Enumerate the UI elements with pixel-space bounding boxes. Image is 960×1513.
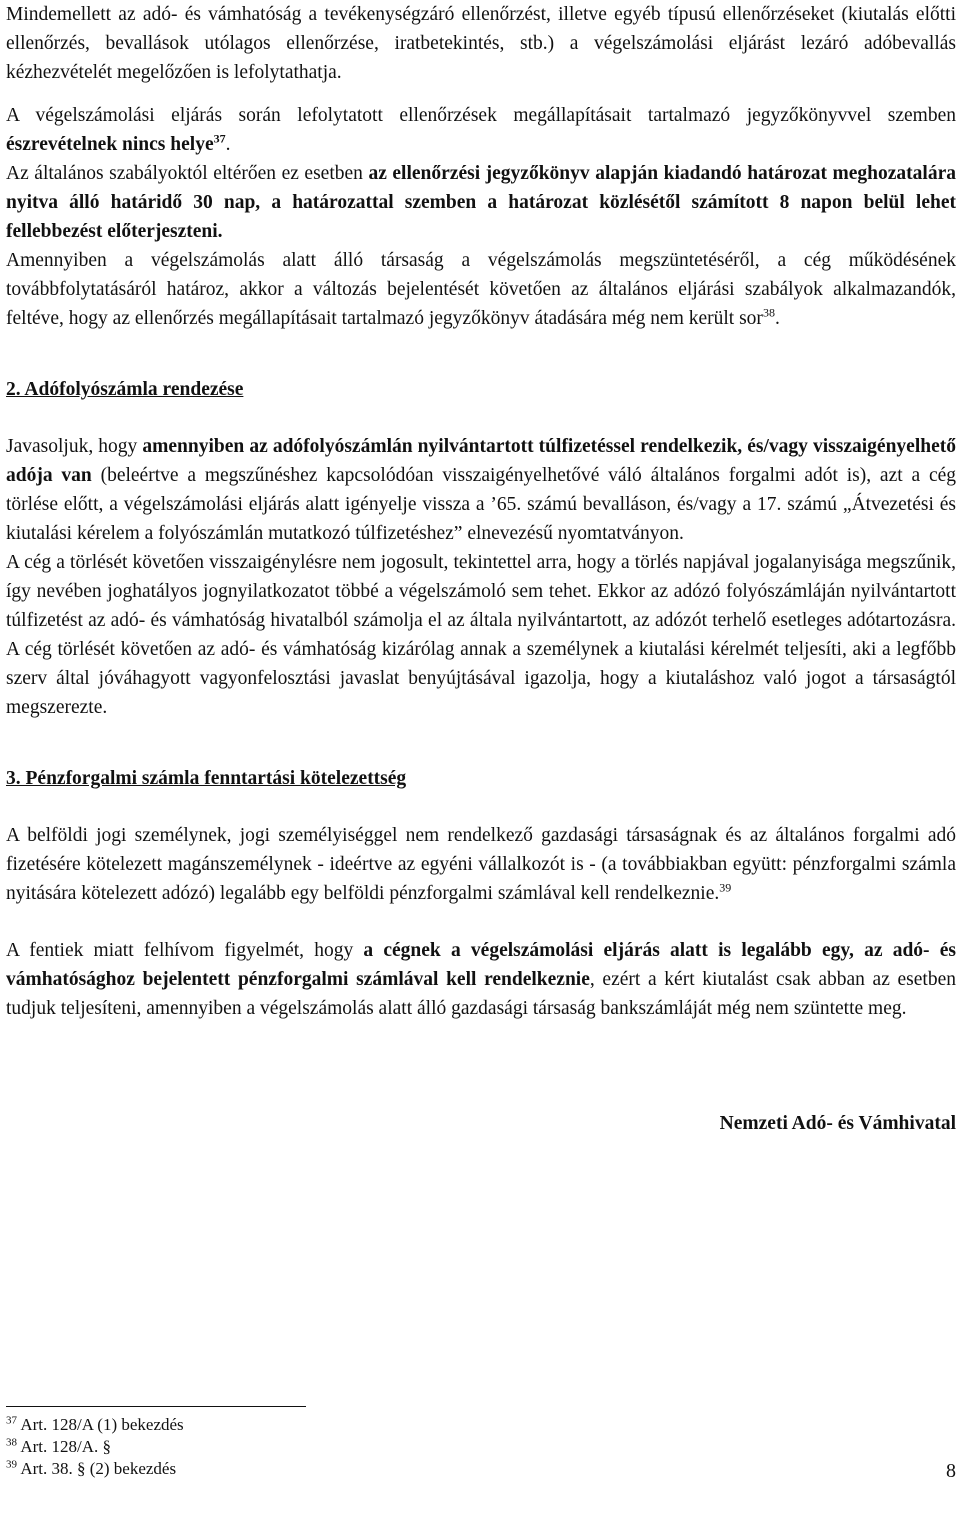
paragraph-intro: Mindemellett az adó- és vámhatóság a tevékenységzáró ellenőrzést, illetve egyéb típusú ellenőrzéseket (kiutalás előtti ellenőrzés, bevallások utólagos ellenőrzése, iratbetekintés, stb.) a végelszámolási eljárást lezáró adóbevallás kézhezvételét megelőzően is lefolytathatja. bbox=[6, 4, 956, 83]
paragraph-text: A belföldi jogi személynek, jogi személyiséggel nem rendelkező gazdasági társaságnak és az általános forgalmi adó fizetésére kötelezett magánszemélynek - ideértve az egyéni vállalkozót is - (a továbbiakban együtt: pénzforgalmi számla nyitására kötelezett adózó) legalább egy belföldi pénzforgalmi számlával kell rendelkeznie. bbox=[6, 825, 956, 904]
footnote-38 bbox=[6, 1436, 184, 1458]
footnote-39 bbox=[6, 1458, 184, 1480]
paragraph-text: , ezért a kért kiutalást csak abban az esetben tudjuk teljesíteni, amennyiben a végelszámolás alatt álló gazdasági társaság bankszámláját még nem szüntette meg. bbox=[6, 969, 956, 1019]
footnote-number: 38 bbox=[6, 1436, 17, 1449]
footnotes bbox=[6, 1414, 184, 1480]
footnote-text: Art. 38. § (2) bekezdés bbox=[20, 1459, 177, 1478]
section-2-paragraph-1 bbox=[6, 432, 956, 548]
footnote-number: 39 bbox=[6, 1458, 17, 1471]
bold-text: amennyiben az adófolyószámlán nyilvántartott túlfizetéssel rendelkezik, és/vagy visszaigényelhető adója van bbox=[6, 436, 956, 486]
section-3-paragraph-1 bbox=[6, 821, 956, 908]
footnote-text: Art. 128/A. § bbox=[20, 1437, 111, 1456]
page-number: 8 bbox=[946, 1460, 956, 1482]
section-3-heading: 3. Pénzforgalmi számla fenntartási kötelezettség bbox=[6, 768, 407, 789]
paragraph-continuation bbox=[6, 246, 956, 333]
footnote-number: 37 bbox=[6, 1414, 17, 1427]
paragraph-text: . bbox=[225, 134, 231, 155]
footnote-37 bbox=[6, 1414, 184, 1436]
footnote-ref-37[interactable]: 37 bbox=[213, 131, 226, 146]
paragraph-text: . bbox=[774, 308, 780, 329]
paragraph-text: A fentiek miatt felhívom figyelmét, hogy bbox=[6, 940, 364, 961]
bold-text: a cégnek a végelszámolási eljárás alatt is legalább egy, az adó- és vámhatósághoz bejelentett pénzforgalmi számlával kell rendelkeznie bbox=[6, 940, 956, 990]
paragraph-text: Amennyiben a végelszámolás alatt álló társaság a végelszámolás megszüntetéséről, a cég működésének továbbfolytatásáról határoz, akkor a változás bejelentését követően az általános eljárási szabályok alkalmazandók, feltéve, hogy az ellenőrzés megállapításait tartalmazó jegyzőkönyv átadására még nem került sor bbox=[6, 250, 956, 329]
signature-authority: Nemzeti Adó- és Vámhivatal bbox=[719, 1113, 956, 1134]
footnote-ref-39[interactable]: 39 bbox=[719, 880, 732, 895]
section-2-paragraph-2: A cég a törlését követően visszaigénylésre nem jogosult, tekintettel arra, hogy a törlés napjával jogalanyisága megszűnik, így nevében joghatályos jognyilatkozatot többé a végelszámoló sem tehet. Ekkor az adózó folyószámláján nyilvántartott túlfizetést az adó- és vámhatóság hivatalból számolja el az általa nyilvántartott, az adózót terhelő esetleges adótartozásra. A cég törlését követően az adó- és vámhatóság kizárólag annak a személynek a kiutalási kérelmét teljesíti, aki a legfőbb szerv által jóváhagyott vagyonfelosztási javaslat benyújtásával igazolja, hogy a kiutaláshoz való jogot a társaságtól megszerezte. bbox=[6, 552, 956, 718]
paragraph-text: A végelszámolási eljárás során lefolytatott ellenőrzések megállapításait tartalmazó jegyzőkönyvvel szemben bbox=[6, 105, 956, 126]
paragraph-deadline bbox=[6, 159, 956, 246]
footnote-text: Art. 128/A (1) bekezdés bbox=[20, 1415, 184, 1434]
footnote-divider bbox=[6, 1406, 306, 1407]
footnote-ref-38[interactable]: 38 bbox=[762, 305, 775, 320]
paragraph-text: (beleértve a megszűnéshez kapcsolódóan visszaigényelhetővé váló általános forgalmi adót is), azt a cég törlése előtt, a végelszámolási eljárás alatt igényelje vissza a ’65. számú bevalláson, és/vagy a 17. számú „Átvezetési és kiutalási kérelem a folyószámlán mutatkozó túlfizetéshez” elnevezésű nyomtatványon. bbox=[6, 465, 957, 544]
section-2-heading: 2. Adófolyószámla rendezése bbox=[6, 379, 244, 400]
paragraph-text: Javasoljuk, hogy bbox=[6, 436, 143, 457]
paragraph-no-remarks bbox=[6, 101, 956, 159]
paragraph-text: Az általános szabályoktól eltérően ez esetben bbox=[6, 163, 369, 184]
section-3-paragraph-2 bbox=[6, 936, 956, 1023]
bold-text: az ellenőrzési jegyzőkönyv alapján kiadandó határozat meghozatalára nyitva álló határidő 30 nap, a határozattal szemben a határozat közlésétől számított 8 napon belül lehet fellebbezést előterjeszteni. bbox=[6, 163, 956, 242]
document-page bbox=[6, 0, 956, 1138]
bold-text: észrevételnek nincs helye bbox=[6, 134, 214, 155]
